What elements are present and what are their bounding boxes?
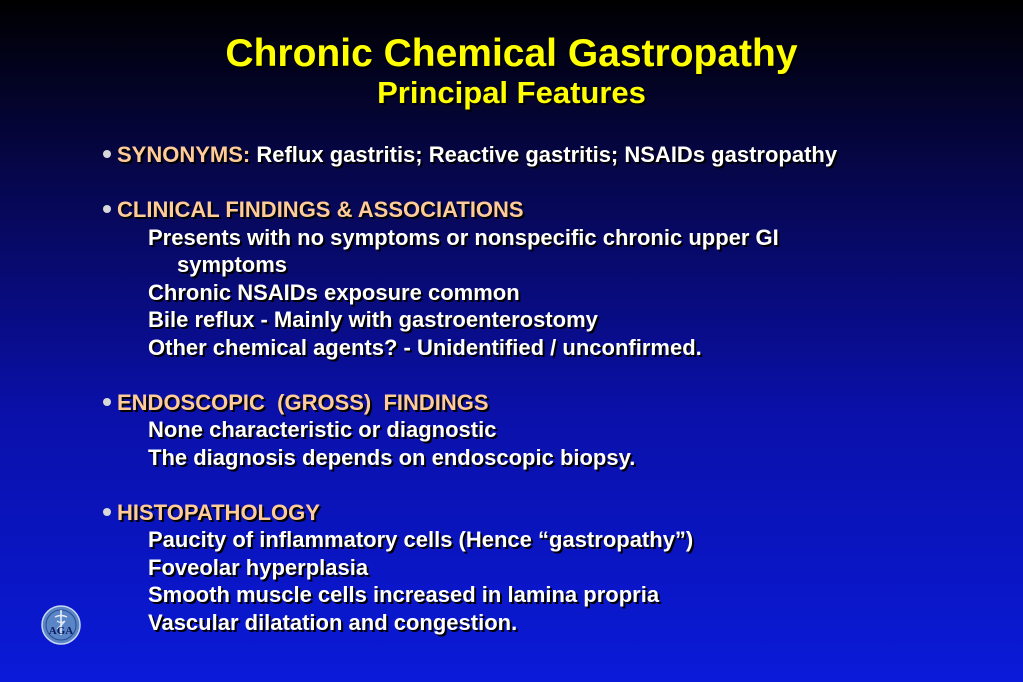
section-items [103,416,1003,471]
section-heading: SYNONYMS: [117,142,251,167]
slide-subtitle: Principal Features [377,75,646,110]
list-item: Chronic NSAIDs exposure common [148,279,520,305]
aga-seal-icon [41,605,81,645]
section-heading: ENDOSCOPIC (GROSS) FINDINGS [117,389,489,415]
list-item: Paucity of inflammatory cells (Hence “gastropathy”) [148,527,694,552]
list-item: The diagnosis depends on endoscopic biopsy. [148,444,636,470]
list-item: Smooth muscle cells increased in lamina propria [148,582,660,607]
list-item: Vascular dilatation and congestion. [148,609,518,635]
list-item: Foveolar hyperplasia [148,554,369,580]
section-synonyms [103,141,1003,169]
list-item: None characteristic or diagnostic [148,417,497,442]
logo-text: AGA [48,625,74,637]
section-heading: CLINICAL FINDINGS & ASSOCIATIONS [117,197,524,222]
bullet-icon [103,205,111,213]
section-inline-text: Reflux gastritis; Reactive gastritis; NSAIDs gastropathy [250,142,838,167]
section-items [103,224,1003,362]
list-item [103,251,1003,279]
bullet-icon [103,150,111,158]
section-items [103,526,1003,636]
section-histopathology [103,499,1003,637]
slide-title: Chronic Chemical Gastropathy [225,32,798,75]
list-item-continuation: symptoms [177,252,288,277]
section-clinical-findings [103,196,1003,361]
list-item: Bile reflux - Mainly with gastroenterostomy [148,307,598,332]
bullet-icon [103,508,111,516]
list-item: Other chemical agents? - Unidentified / unconfirmed. [148,334,702,360]
slide-body [103,141,1003,664]
bullet-icon [103,398,111,406]
section-endoscopic-findings [103,389,1003,472]
section-heading: HISTOPATHOLOGY [117,499,320,525]
list-item: Presents with no symptoms or nonspecific chronic upper GI [148,224,779,250]
